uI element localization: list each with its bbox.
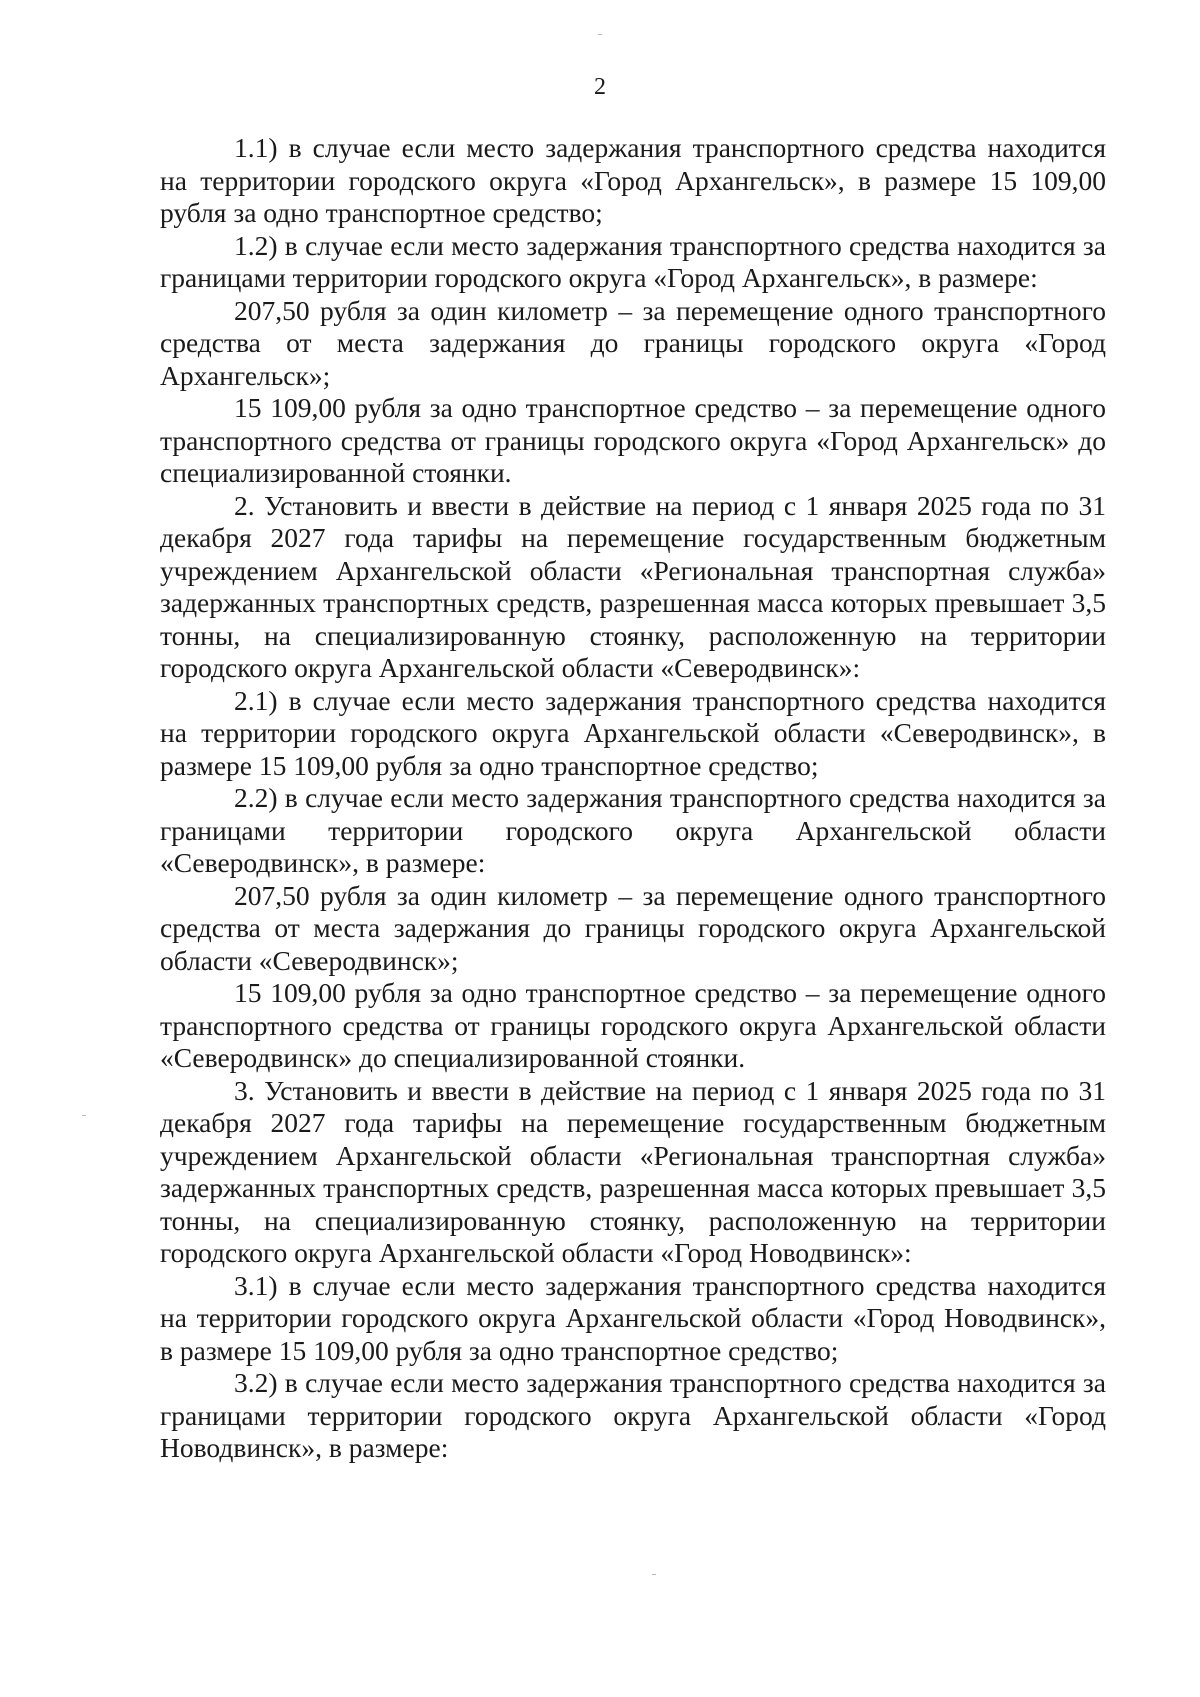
- paragraph-3-2: 3.2) в случае если место задержания транспортного средства находится за границами территории городского округа Архангельской области «Город Новодвинск», в размере:: [160, 1367, 1106, 1463]
- page-number: 2: [594, 74, 606, 100]
- paragraph-3: 3. Установить и ввести в действие на период с 1 января 2025 года по 31 декабря 2027 года тарифы на перемещение государственным бюджетным учреждением Архангельской области «Региональная транспортная служба» задержанных транспортных средств, разрешенная масса которых превышает 3,5 тонны, на специализированную стоянку, расположенную на территории городского округа Архангельской области «Город Новодвинск»:: [160, 1074, 1106, 1268]
- paragraph-1-2: 1.2) в случае если место задержания транспортного средства находится за границами территории городского округа «Город Архангельск», в размере:: [160, 229, 1106, 293]
- paragraph-2-1: 2.1) в случае если место задержания транспортного средства находится на территории городского округа Архангельской области «Северодвинск», в размере 15 109,00 рубля за одно транспортное средство;: [160, 684, 1106, 781]
- paragraph-2-2-rate-per-vehicle: 15 109,00 рубля за одно транспортное средство – за перемещение одного транспортного средства от границы городского округа Архангельской области «Северодвинск» до специализированной стоянки.: [160, 977, 1106, 1073]
- scan-speck: [652, 1574, 656, 1575]
- document-body: [160, 132, 1106, 1465]
- paragraph-1-1: 1.1) в случае если место задержания транспортного средства находится на территории городского округа «Город Архангельск», в размере 15 109,00 рубля за одно транспортное средство;: [160, 132, 1106, 228]
- scan-speck: [598, 34, 602, 35]
- paragraph-3-1: 3.1) в случае если место задержания транспортного средства находится на территории городского округа Архангельской области «Город Новодвинск», в размере 15 109,00 рубля за одно транспортное средство;: [160, 1269, 1106, 1366]
- paragraph-1-2-rate-per-km: 207,50 рубля за один километр – за перемещение одного транспортного средства от места задержания до границы городского округа «Город Архангельск»;: [160, 294, 1106, 391]
- paragraph-2-2-rate-per-km: 207,50 рубля за один километр – за перемещение одного транспортного средства от места задержания до границы городского округа Архангельской области «Северодвинск»;: [160, 879, 1106, 976]
- paragraph-1-2-rate-per-vehicle: 15 109,00 рубля за одно транспортное средство – за перемещение одного транспортного средства от границы городского округа «Город Архангельск» до специализированной стоянки.: [160, 392, 1106, 488]
- paragraph-2: 2. Установить и ввести в действие на период с 1 января 2025 года по 31 декабря 2027 года тарифы на перемещение государственным бюджетным учреждением Архангельской области «Региональная транспортная служба» задержанных транспортных средств, разрешенная масса которых превышает 3,5 тонны, на специализированную стоянку, расположенную на территории городского округа Архангельской области «Северодвинск»:: [160, 489, 1106, 683]
- scan-speck: [82, 1115, 86, 1116]
- paragraph-2-2: 2.2) в случае если место задержания транспортного средства находится за границами территории городского округа Архангельской области «Северодвинск», в размере:: [160, 782, 1106, 878]
